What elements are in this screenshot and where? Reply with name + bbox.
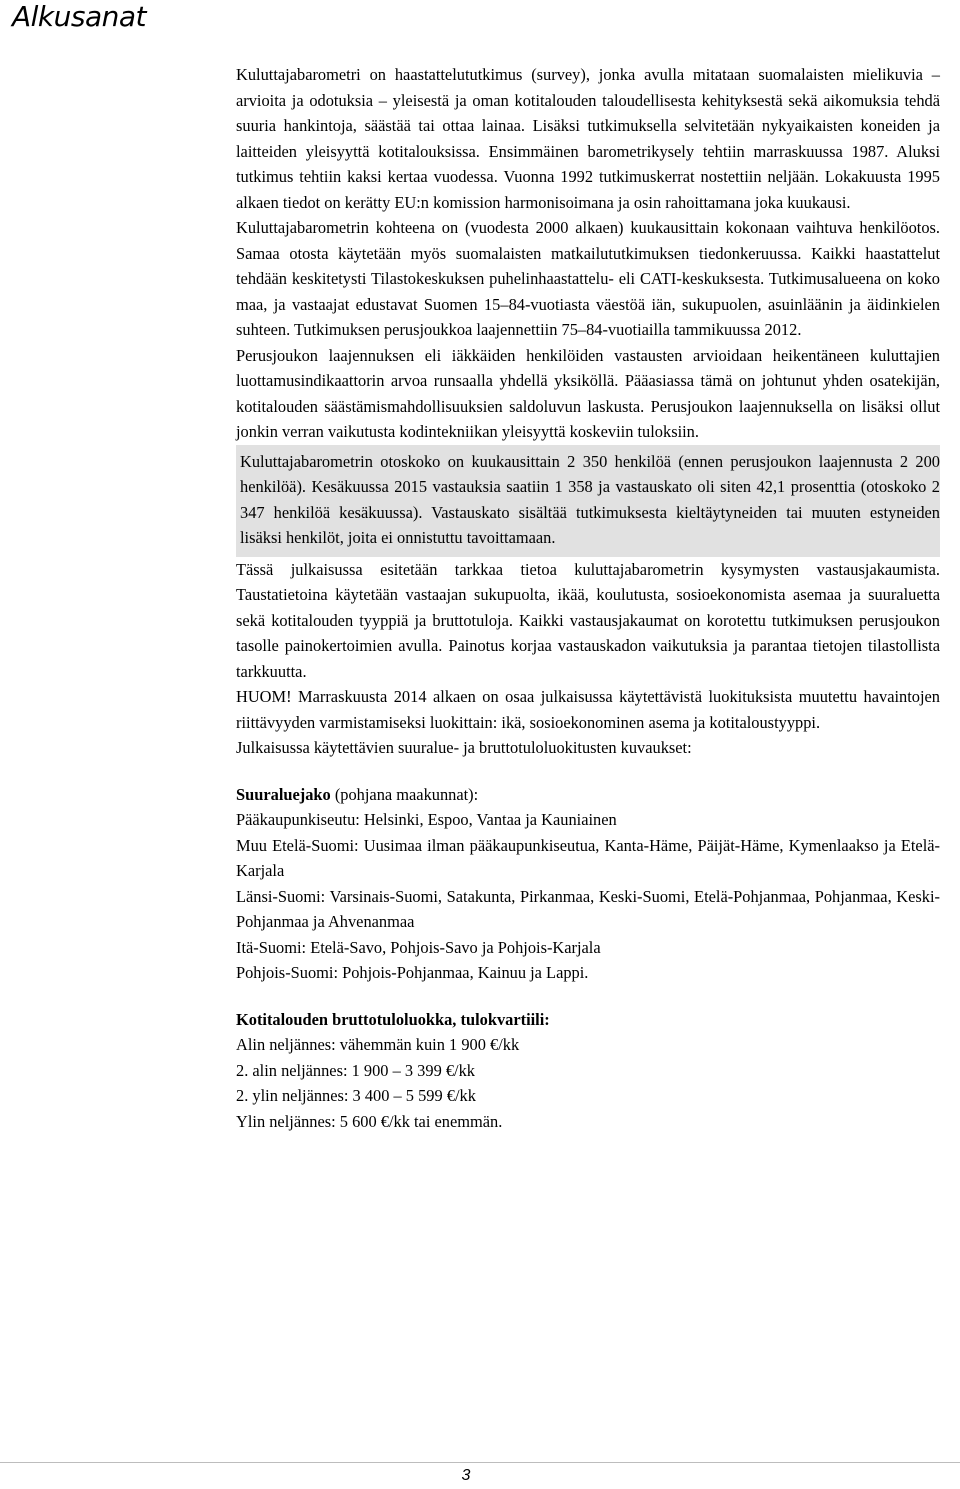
paragraph-note: HUOM! Marraskuusta 2014 alkaen on osaa julkaisussa käytettävistä luokituksista muutettu havaintojen riittävyyden varmistamiseksi luokittain: ikä, sosioekonominen asema ja kotitaloustyyppi.	[236, 687, 940, 732]
paragraph-intro: Kuluttajabarometri on haastattelututkimus (survey), jonka avulla mitataan suomalaisten mielikuvia – arvioita ja odotuksia – yleisestä ja oman kotitalouden taloudellisesta kehityksestä sekä aikomuksia tehdä suuria hankintoja, säästää tai ottaa lainaa. Lisäksi tutkimuksella selvitetään nykyaikaisten koneiden ja laitteiden yleisyyttä kotitalouksissa. Ensimmäinen barometrikysely tehtiin marraskuussa 1987. Aluksi tutkimus tehtiin kaksi kertaa vuodessa. Vuonna 1992 tutkimuskerrat nostettiin neljään. Lokakuusta 1995 alkaen tiedot on kerätty EU:n komission harmonisoimana ja osin rahoittamana joka kuukausi.	[236, 65, 940, 212]
footer-divider	[0, 1462, 960, 1463]
region-item: Länsi-Suomi: Varsinais-Suomi, Satakunta, Pirkanmaa, Keski-Suomi, Etelä-Pohjanmaa, Pohjanmaa, Keski-Pohjanmaa ja Ahvenanmaa	[236, 886, 940, 931]
document-body	[236, 62, 940, 1134]
page-title: Alkusanat	[12, 0, 147, 33]
paragraph-publication: Tässä julkaisussa esitetään tarkkaa tietoa kuluttajabarometrin kysymysten vastausjakaumista. Taustatietoina käytetään vastaajan sukupuolta, ikää, koulutusta, sosioekonomista asemaa ja suuraluetta sekä kotitalouden tyyppiä ja bruttotuloja. Kaikki vastausjakaumat on korotettu tutkimuksen perusjoukon tasolle painokertoimien avulla. Painotus korjaa vastauskadon vaikutuksia ja parantaa tietojen tilastollista tarkkuutta.	[236, 559, 940, 681]
region-item: Pohjois-Suomi: Pohjois-Pohjanmaa, Kainuu ja Lappi.	[236, 963, 589, 982]
paragraph-sample: Kuluttajabarometrin kohteena on (vuodesta 2000 alkaen) kuukausittain kokonaan vaihtuva henkilöotos. Samaa otosta käytetään myös suomalaisten matkailututkimuksen tiedonkeruussa. Kaikki haastattelut tehdään keskitetysti Tilastokeskuksen puhelinhaastattelu- eli CATI-keskuksesta. Tutkimusalueena on koko maa, ja vastaajat edustavat Suomen 15–84-vuotiasta väestöä iän, sukupuolen, asuinläänin ja äidinkielen suhteen. Tutkimuksen perusjoukkoa laajennettiin 75–84-vuotiailla tammikuussa 2012.	[236, 218, 940, 339]
income-item: 2. alin neljännes: 1 900 – 3 399 €/kk	[236, 1060, 476, 1080]
region-item: Itä-Suomi: Etelä-Savo, Pohjois-Savo ja Pohjois-Karjala	[236, 937, 601, 957]
region-item: Muu Etelä-Suomi: Uusimaa ilman pääkaupunkiseutua, Kanta-Häme, Päijät-Häme, Kymenlaakso ja Etelä-Karjala	[236, 835, 940, 880]
paragraph-classifications-intro: Julkaisussa käytettävien suuralue- ja bruttotuloluokitusten kuvaukset:	[236, 738, 692, 757]
income-classification	[236, 1007, 940, 1135]
region-heading	[236, 782, 940, 808]
income-heading: Kotitalouden bruttotuloluokka, tulokvartiili:	[236, 1009, 550, 1029]
region-classification	[236, 782, 940, 986]
income-item: 2. ylin neljännes: 3 400 – 5 599 €/kk	[236, 1086, 476, 1105]
page-number: 3	[461, 1467, 471, 1484]
region-heading-rest: (pohjana maakunnat):	[330, 784, 479, 804]
paragraph-population: Perusjoukon laajennuksen eli iäkkäiden henkilöiden vastausten arvioidaan heikentäneen kuluttajien luottamusindikaattorin arvoa runsaalla yhdellä yksiköllä. Pääasiassa tämä on johtunut yhden osatekijän, kotitalouden säästämismahdollisuuksien saldoluvun laskusta. Perusjoukon laajennuksella on lisäksi ollut jonkin verran vaikutusta kodintekniikan yleisyyttä koskeviin tuloksiin.	[236, 345, 940, 441]
income-item: Alin neljännes: vähemmän kuin 1 900 €/kk	[236, 1035, 520, 1054]
income-item: Ylin neljännes: 5 600 €/kk tai enemmän.	[236, 1111, 503, 1131]
region-heading-bold: Suuraluejako	[236, 784, 331, 804]
paragraph-sample-size-highlight: Kuluttajabarometrin otoskoko on kuukausittain 2 350 henkilöä (ennen perusjoukon laajennusta 2 200 henkilöä). Kesäkuussa 2015 vastauksia saatiin 1 358 ja vastauskato oli siten 42,1 prosenttia (otoskoko 2 347 henkilöä kesäkuussa). Vastauskato sisältää tutkimuksesta kieltäytyneiden tai muuten estyneiden lisäksi henkilöt, joita ei onnistuttu tavoittamaan.	[236, 445, 940, 557]
region-item: Pääkaupunkiseutu: Helsinki, Espoo, Vantaa ja Kauniainen	[236, 810, 617, 829]
